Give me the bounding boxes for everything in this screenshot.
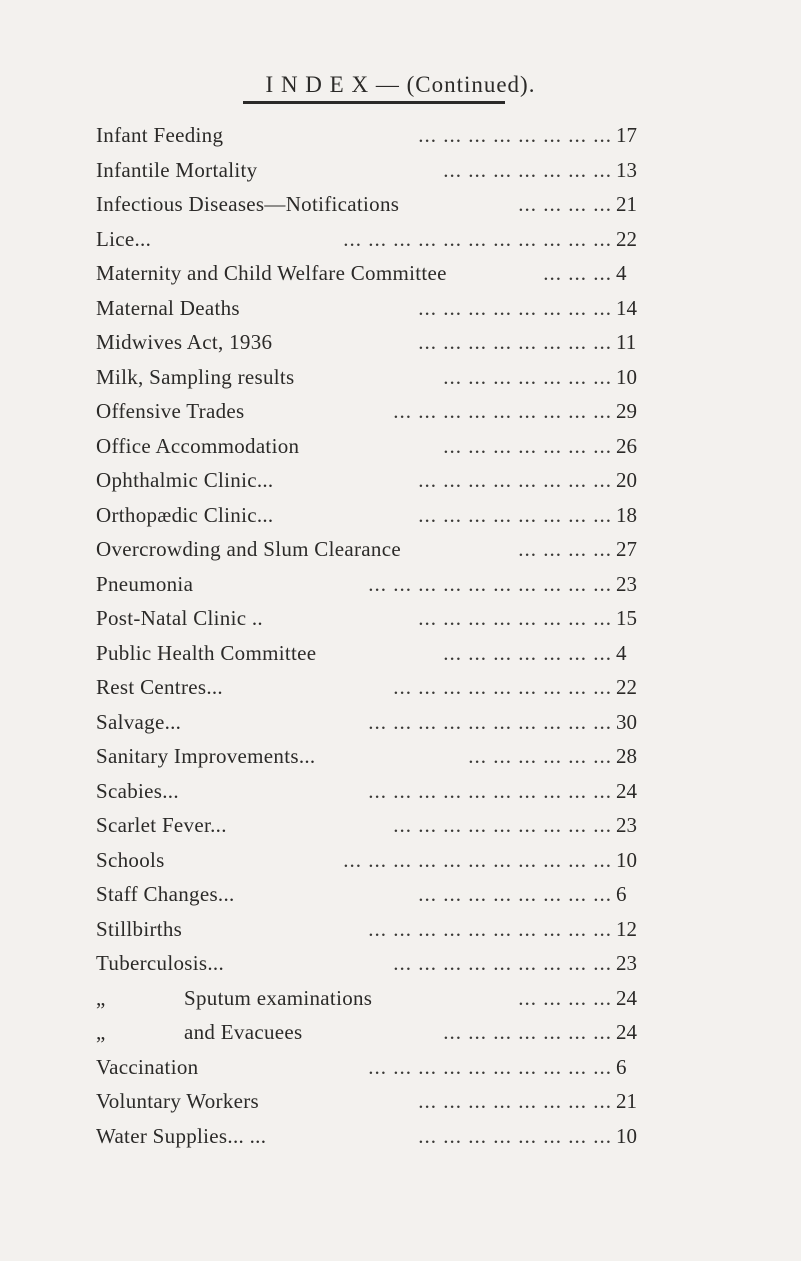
dot-leader: ... ... ... ... ... ... ... ...	[418, 295, 612, 320]
index-entry	[96, 1050, 656, 1085]
entry-page-number: 4	[616, 261, 627, 285]
dot-leader: ... ... ... ...	[518, 192, 612, 216]
entry-label: Water Supplies... ...	[96, 1123, 267, 1148]
entry-page-number: 10	[616, 1123, 637, 1148]
entry-label: Tuberculosis...	[96, 951, 224, 975]
entry-label: Infant Feeding	[96, 123, 224, 147]
dot-leader: ... ... ... ... ... ... ... ...	[418, 502, 612, 527]
dot-leader: ... ... ... ... ... ... ... ... ...	[393, 399, 612, 423]
entry-label: Maternity and Child Welfare Committee	[96, 261, 447, 285]
ditto-mark: „	[96, 985, 106, 1010]
entry-page-number: 21	[616, 1089, 637, 1113]
dot-leader: ... ... ... ... ... ... ... ... ... ... ...	[343, 847, 612, 872]
entry-label: Overcrowding and Slum Clearance	[96, 537, 401, 561]
entry-page-number: 18	[616, 502, 637, 527]
entry-page-number: 28	[616, 744, 637, 768]
entry-page-number: 23	[616, 813, 637, 837]
entry-label: Ophthalmic Clinic...	[96, 468, 274, 492]
index-entry	[96, 532, 656, 567]
dot-leader: ... ... ... ...	[518, 985, 612, 1010]
index-entry	[96, 153, 656, 188]
entry-label: Pneumonia	[96, 571, 194, 596]
entry-page-number: 24	[616, 778, 637, 803]
entry-page-number: 10	[616, 364, 637, 389]
entry-page-number: 15	[616, 606, 637, 630]
entry-page-number: 30	[616, 709, 637, 734]
entry-page-number: 22	[616, 675, 637, 699]
entry-label: Midwives Act, 1936	[96, 330, 273, 354]
entry-label: Sanitary Improvements...	[96, 744, 316, 768]
entry-label: Scarlet Fever...	[96, 813, 227, 837]
dot-leader: ... ... ... ... ... ... ... ... ...	[393, 813, 612, 837]
index-entry	[96, 808, 656, 843]
entry-label: Post-Natal Clinic ..	[96, 606, 263, 630]
index-entry	[96, 394, 656, 429]
dot-leader: ... ... ... ... ... ... ... ...	[418, 330, 612, 354]
index-entries	[96, 118, 656, 1153]
dot-leader: ... ... ... ... ... ... ... ... ... ...	[368, 1054, 612, 1079]
index-entry	[96, 946, 656, 981]
entry-page-number: 4	[616, 640, 627, 665]
index-entry	[96, 1015, 656, 1050]
dot-leader: ... ... ... ... ... ... ... ... ...	[393, 951, 612, 975]
index-entry	[96, 222, 656, 257]
dot-leader: ... ... ... ... ... ...	[468, 744, 612, 768]
entry-page-number: 12	[616, 916, 637, 941]
entry-label: Staff Changes...	[96, 882, 235, 906]
index-entry	[96, 118, 656, 153]
index-entry	[96, 1084, 656, 1119]
entry-page-number: 29	[616, 399, 637, 423]
dot-leader: ... ... ... ... ... ... ... ... ... ...	[368, 916, 612, 941]
entry-label: Voluntary Workers	[96, 1089, 260, 1113]
dot-leader: ... ... ... ... ... ... ... ...	[418, 882, 612, 906]
index-entry	[96, 912, 656, 947]
dot-leader: ... ... ... ... ... ... ... ... ... ...	[368, 571, 612, 596]
entry-label: Offensive Trades	[96, 399, 245, 423]
dot-leader: ... ... ... ... ... ... ... ...	[418, 123, 612, 147]
entry-page-number: 21	[616, 192, 637, 216]
entry-label: Schools	[96, 847, 165, 872]
dot-leader: ... ... ... ... ... ... ... ... ...	[393, 675, 612, 699]
entry-label: and Evacuees	[184, 1020, 303, 1044]
entry-label: Infectious Diseases—Notifications	[96, 192, 400, 216]
ditto-mark: „	[96, 1020, 106, 1044]
index-entry	[96, 774, 656, 809]
entry-label: Sputum examinations	[184, 985, 373, 1010]
index-entry	[96, 291, 656, 326]
entry-label: Vaccination	[96, 1054, 199, 1079]
entry-page-number: 6	[616, 1054, 627, 1079]
index-entry	[96, 498, 656, 533]
index-entry	[96, 325, 656, 360]
entry-label: Rest Centres...	[96, 675, 223, 699]
dot-leader: ... ... ... ... ... ... ... ...	[418, 606, 612, 630]
entry-label: Stillbirths	[96, 916, 183, 941]
index-entry	[96, 981, 656, 1016]
index-entry	[96, 187, 656, 222]
title-underline	[243, 101, 505, 104]
index-entry	[96, 567, 656, 602]
index-entry	[96, 1119, 656, 1154]
entry-label: Scabies...	[96, 778, 179, 803]
entry-page-number: 23	[616, 951, 637, 975]
dot-leader: ... ... ... ... ... ... ... ...	[418, 1089, 612, 1113]
index-entry	[96, 429, 656, 464]
index-entry	[96, 636, 656, 671]
dot-leader: ... ... ... ... ... ... ... ...	[418, 1123, 612, 1148]
entry-page-number: 22	[616, 226, 637, 251]
entry-label: Maternal Deaths	[96, 295, 240, 320]
entry-page-number: 17	[616, 123, 637, 147]
entry-page-number: 23	[616, 571, 637, 596]
entry-page-number: 26	[616, 433, 637, 458]
entry-page-number: 20	[616, 468, 637, 492]
dot-leader: ... ... ... ... ... ... ... ... ... ...	[368, 778, 612, 803]
dot-leader: ... ... ... ...	[518, 537, 612, 561]
index-entry	[96, 360, 656, 395]
dot-leader: ... ... ... ... ... ... ... ... ... ... ...	[343, 226, 612, 251]
dot-leader: ... ... ... ... ... ... ... ... ... ...	[368, 709, 612, 734]
dot-leader: ... ... ... ... ... ... ...	[443, 640, 612, 665]
index-entry	[96, 670, 656, 705]
entry-label: Lice...	[96, 226, 152, 251]
index-entry	[96, 705, 656, 740]
entry-page-number: 14	[616, 295, 637, 320]
dot-leader: ... ... ... ... ... ... ...	[443, 433, 612, 458]
entry-label: Public Health Committee	[96, 640, 317, 665]
entry-page-number: 24	[616, 985, 637, 1010]
entry-label: Salvage...	[96, 709, 182, 734]
entry-page-number: 13	[616, 157, 637, 182]
entry-page-number: 27	[616, 537, 637, 561]
entry-label: Infantile Mortality	[96, 157, 258, 182]
entry-page-number: 10	[616, 847, 637, 872]
dot-leader: ... ... ... ... ... ... ...	[443, 1020, 612, 1044]
index-entry	[96, 256, 656, 291]
index-entry	[96, 463, 656, 498]
dot-leader: ... ... ... ... ... ... ...	[443, 157, 612, 182]
entry-label: Office Accommodation	[96, 433, 300, 458]
index-entry	[96, 843, 656, 878]
index-entry	[96, 739, 656, 774]
dot-leader: ... ... ...	[543, 261, 612, 285]
entry-page-number: 6	[616, 882, 627, 906]
entry-page-number: 11	[616, 330, 637, 354]
entry-page-number: 24	[616, 1020, 637, 1044]
dot-leader: ... ... ... ... ... ... ...	[443, 364, 612, 389]
entry-label: Milk, Sampling results	[96, 364, 295, 389]
index-entry	[96, 877, 656, 912]
entry-label: Orthopædic Clinic...	[96, 502, 274, 527]
dot-leader: ... ... ... ... ... ... ... ...	[418, 468, 612, 492]
page-title: I N D E X — (Continued).	[265, 72, 536, 97]
index-entry	[96, 601, 656, 636]
